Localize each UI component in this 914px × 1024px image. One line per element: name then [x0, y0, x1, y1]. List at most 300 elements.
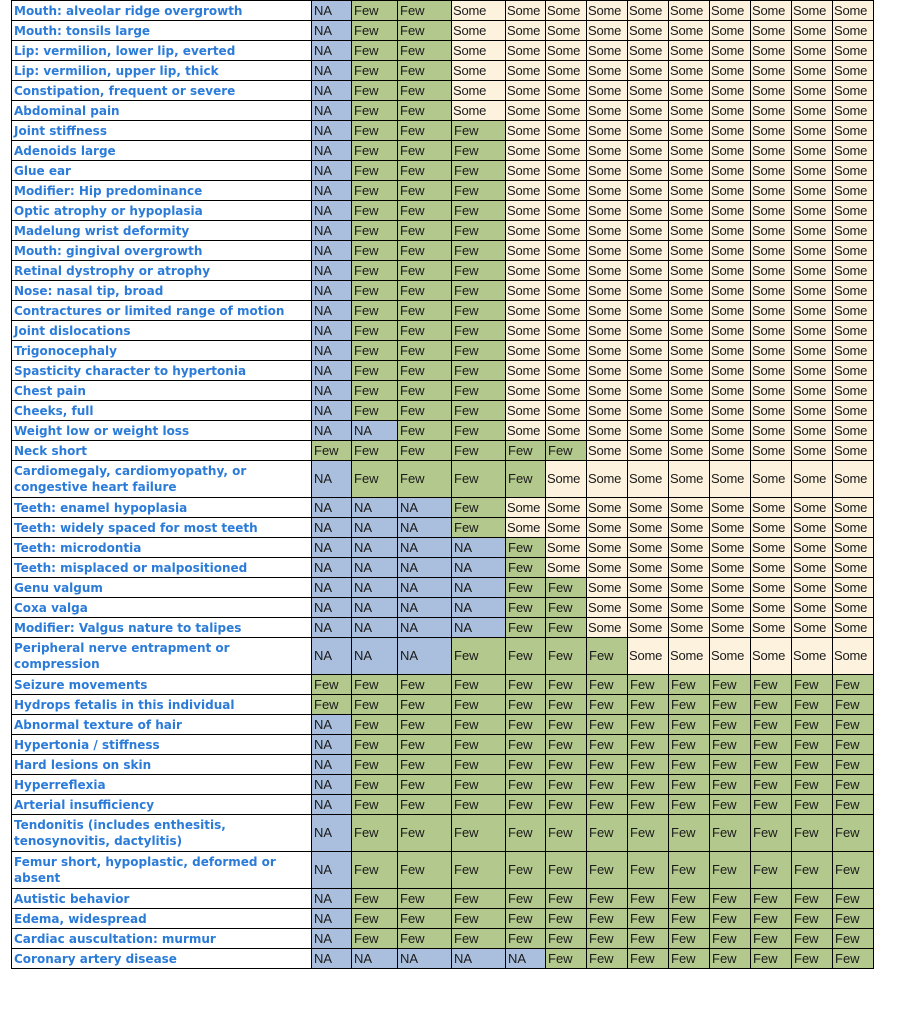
frequency-cell: Some [710, 141, 751, 161]
frequency-cell: NA [452, 949, 506, 969]
row-label[interactable]: Femur short, hypoplastic, deformed or absent [12, 852, 312, 889]
row-label[interactable]: Trigonocephaly [12, 341, 312, 361]
frequency-cell: Some [751, 1, 792, 21]
frequency-cell: NA [398, 618, 452, 638]
row-label[interactable]: Lip: vermilion, lower lip, everted [12, 41, 312, 61]
row-label[interactable]: Teeth: microdontia [12, 538, 312, 558]
row-label[interactable]: Weight low or weight loss [12, 421, 312, 441]
frequency-cell: Few [506, 441, 546, 461]
frequency-cell: NA [312, 341, 352, 361]
frequency-cell: Some [710, 181, 751, 201]
frequency-cell: Few [710, 715, 751, 735]
frequency-cell: Few [710, 909, 751, 929]
frequency-cell: Few [751, 815, 792, 852]
frequency-cell: Few [398, 321, 452, 341]
frequency-cell: Some [833, 618, 874, 638]
table-row [12, 21, 874, 41]
frequency-cell: Some [833, 61, 874, 81]
frequency-cell: Some [506, 301, 546, 321]
row-label[interactable]: Hyperreflexia [12, 775, 312, 795]
table-row [12, 101, 874, 121]
frequency-cell: Some [710, 341, 751, 361]
frequency-cell: Some [669, 558, 710, 578]
frequency-cell: Some [669, 401, 710, 421]
frequency-cell: Few [506, 461, 546, 498]
frequency-cell: Few [398, 929, 452, 949]
frequency-cell: Some [587, 161, 628, 181]
frequency-cell: Few [669, 909, 710, 929]
frequency-cell: Few [792, 909, 833, 929]
frequency-cell: Few [751, 755, 792, 775]
row-label[interactable]: Hypertonia / stiffness [12, 735, 312, 755]
frequency-cell: Some [792, 518, 833, 538]
frequency-cell: Some [587, 461, 628, 498]
frequency-cell: Some [833, 361, 874, 381]
frequency-cell: Some [628, 321, 669, 341]
table-row [12, 221, 874, 241]
table-row [12, 41, 874, 61]
frequency-cell: Few [506, 852, 546, 889]
frequency-cell: Some [587, 301, 628, 321]
frequency-cell: Some [587, 538, 628, 558]
row-label[interactable]: Peripheral nerve entrapment or compression [12, 638, 312, 675]
row-label[interactable]: Neck short [12, 441, 312, 461]
frequency-cell: Few [710, 852, 751, 889]
frequency-cell: Some [669, 1, 710, 21]
frequency-cell: Some [669, 121, 710, 141]
frequency-cell: Some [833, 121, 874, 141]
frequency-cell: Few [352, 775, 398, 795]
frequency-cell: NA [452, 538, 506, 558]
table-row [12, 815, 874, 852]
frequency-cell: Few [628, 852, 669, 889]
table-row [12, 518, 874, 538]
frequency-cell: Few [352, 101, 398, 121]
frequency-cell: Few [452, 221, 506, 241]
row-label[interactable]: Mouth: tonsils large [12, 21, 312, 41]
frequency-cell: Some [751, 121, 792, 141]
frequency-cell: Some [546, 181, 587, 201]
frequency-cell: Few [352, 281, 398, 301]
frequency-cell: Few [352, 321, 398, 341]
frequency-cell: Few [352, 675, 398, 695]
row-label[interactable]: Joint stiffness [12, 121, 312, 141]
frequency-cell: Few [398, 675, 452, 695]
frequency-cell: Some [669, 341, 710, 361]
row-label[interactable]: Optic atrophy or hypoplasia [12, 201, 312, 221]
frequency-cell: Some [628, 538, 669, 558]
frequency-cell: Some [506, 361, 546, 381]
frequency-cell: Some [669, 598, 710, 618]
frequency-cell: Few [628, 695, 669, 715]
frequency-cell: Some [506, 241, 546, 261]
frequency-cell: Some [833, 301, 874, 321]
frequency-cell: Some [792, 281, 833, 301]
frequency-cell: Some [833, 638, 874, 675]
frequency-cell: Few [792, 815, 833, 852]
table-row [12, 161, 874, 181]
row-label[interactable]: Coxa valga [12, 598, 312, 618]
row-label[interactable]: Cheeks, full [12, 401, 312, 421]
frequency-cell: Few [352, 909, 398, 929]
table-row [12, 755, 874, 775]
frequency-cell: NA [312, 261, 352, 281]
frequency-cell: Few [452, 715, 506, 735]
frequency-cell: Some [751, 461, 792, 498]
row-label[interactable]: Abdominal pain [12, 101, 312, 121]
row-label[interactable]: Seizure movements [12, 675, 312, 695]
frequency-cell: Some [710, 638, 751, 675]
frequency-cell: Some [628, 201, 669, 221]
frequency-cell: Some [710, 321, 751, 341]
frequency-cell: NA [312, 775, 352, 795]
frequency-cell: Some [751, 321, 792, 341]
frequency-cell: NA [312, 815, 352, 852]
table-row [12, 181, 874, 201]
frequency-cell: Some [751, 558, 792, 578]
row-label[interactable]: Chest pain [12, 381, 312, 401]
frequency-cell: Some [452, 21, 506, 41]
frequency-cell: Few [352, 361, 398, 381]
frequency-cell: Some [669, 538, 710, 558]
row-label[interactable]: Genu valgum [12, 578, 312, 598]
frequency-cell: Few [506, 695, 546, 715]
frequency-cell: Few [710, 735, 751, 755]
frequency-cell: Few [452, 795, 506, 815]
frequency-cell: Some [751, 41, 792, 61]
frequency-cell: Some [669, 181, 710, 201]
frequency-cell: NA [312, 201, 352, 221]
frequency-cell: NA [312, 101, 352, 121]
frequency-cell: Some [792, 61, 833, 81]
table-row [12, 949, 874, 969]
frequency-cell: Few [628, 775, 669, 795]
frequency-cell: Few [312, 675, 352, 695]
frequency-cell: Some [587, 261, 628, 281]
frequency-cell: Some [506, 421, 546, 441]
frequency-cell: Some [587, 518, 628, 538]
frequency-cell: NA [352, 949, 398, 969]
frequency-cell: Some [587, 321, 628, 341]
table-row [12, 321, 874, 341]
row-label[interactable]: Mouth: alveolar ridge overgrowth [12, 1, 312, 21]
frequency-cell: Some [587, 558, 628, 578]
frequency-cell: Few [352, 141, 398, 161]
frequency-cell: Some [628, 161, 669, 181]
frequency-cell: Some [833, 81, 874, 101]
frequency-cell: NA [352, 638, 398, 675]
frequency-cell: Few [398, 181, 452, 201]
frequency-cell: Few [398, 81, 452, 101]
frequency-cell: NA [312, 578, 352, 598]
row-label[interactable]: Joint dislocations [12, 321, 312, 341]
frequency-cell: NA [312, 81, 352, 101]
row-label[interactable]: Coronary artery disease [12, 949, 312, 969]
frequency-cell: NA [312, 852, 352, 889]
frequency-cell: Some [710, 281, 751, 301]
frequency-cell: Few [792, 949, 833, 969]
frequency-cell: Some [792, 101, 833, 121]
frequency-cell: Some [546, 301, 587, 321]
frequency-cell: Few [398, 695, 452, 715]
frequency-cell: Some [751, 201, 792, 221]
frequency-cell: Some [751, 181, 792, 201]
frequency-cell: Some [546, 61, 587, 81]
frequency-cell: Some [792, 201, 833, 221]
frequency-cell: Some [710, 81, 751, 101]
frequency-cell: Some [792, 161, 833, 181]
frequency-cell: Few [352, 795, 398, 815]
table-row [12, 929, 874, 949]
frequency-cell: Some [669, 141, 710, 161]
frequency-cell: Few [833, 715, 874, 735]
frequency-cell: Few [751, 675, 792, 695]
frequency-cell: Few [546, 795, 587, 815]
table-body [12, 1, 874, 969]
frequency-cell: Some [751, 161, 792, 181]
frequency-cell: Few [352, 201, 398, 221]
frequency-cell: Few [506, 675, 546, 695]
frequency-cell: Some [628, 598, 669, 618]
frequency-cell: NA [398, 558, 452, 578]
row-label[interactable]: Abnormal texture of hair [12, 715, 312, 735]
frequency-cell: Some [751, 578, 792, 598]
frequency-cell: Few [628, 795, 669, 815]
frequency-cell: Some [546, 381, 587, 401]
frequency-cell: Few [833, 929, 874, 949]
row-label[interactable]: Autistic behavior [12, 889, 312, 909]
row-label[interactable]: Hydrops fetalis in this individual [12, 695, 312, 715]
table-row [12, 558, 874, 578]
frequency-cell: Some [751, 498, 792, 518]
frequency-cell: Some [710, 41, 751, 61]
frequency-cell: Few [452, 461, 506, 498]
frequency-cell: Some [506, 161, 546, 181]
frequency-cell: Few [352, 1, 398, 21]
frequency-cell: Few [506, 815, 546, 852]
frequency-cell: NA [398, 598, 452, 618]
frequency-cell: Few [587, 735, 628, 755]
frequency-cell: Some [669, 101, 710, 121]
frequency-cell: Few [546, 929, 587, 949]
frequency-cell: Few [546, 675, 587, 695]
frequency-cell: Some [833, 141, 874, 161]
frequency-cell: Few [398, 381, 452, 401]
frequency-cell: Some [506, 81, 546, 101]
frequency-cell: Few [452, 201, 506, 221]
frequency-cell: NA [312, 61, 352, 81]
frequency-cell: Few [506, 558, 546, 578]
table-row [12, 261, 874, 281]
frequency-cell: Some [546, 121, 587, 141]
frequency-cell: Some [546, 81, 587, 101]
frequency-cell: NA [452, 598, 506, 618]
row-label[interactable]: Spasticity character to hypertonia [12, 361, 312, 381]
frequency-cell: Some [833, 281, 874, 301]
frequency-cell: Some [833, 221, 874, 241]
frequency-cell: Few [398, 341, 452, 361]
frequency-cell: Some [628, 618, 669, 638]
frequency-cell: Some [587, 361, 628, 381]
row-label[interactable]: Lip: vermilion, upper lip, thick [12, 61, 312, 81]
frequency-cell: Some [506, 518, 546, 538]
frequency-cell: Some [710, 361, 751, 381]
frequency-cell: NA [312, 321, 352, 341]
row-label[interactable]: Madelung wrist deformity [12, 221, 312, 241]
row-label[interactable]: Cardiac auscultation: murmur [12, 929, 312, 949]
frequency-cell: Some [792, 81, 833, 101]
frequency-cell: Some [833, 101, 874, 121]
frequency-cell: Some [833, 241, 874, 261]
frequency-cell: Few [352, 889, 398, 909]
frequency-cell: Some [587, 401, 628, 421]
row-label[interactable]: Hard lesions on skin [12, 755, 312, 775]
frequency-cell: Some [628, 638, 669, 675]
frequency-cell: Some [587, 1, 628, 21]
frequency-cell: Few [587, 795, 628, 815]
frequency-cell: Some [546, 201, 587, 221]
frequency-cell: NA [312, 949, 352, 969]
frequency-cell: Few [452, 121, 506, 141]
frequency-cell: Few [669, 715, 710, 735]
frequency-cell: Few [398, 281, 452, 301]
frequency-cell: Few [833, 815, 874, 852]
frequency-cell: Few [452, 281, 506, 301]
frequency-cell: Few [669, 675, 710, 695]
frequency-cell: Few [398, 161, 452, 181]
frequency-cell: Some [546, 558, 587, 578]
row-label[interactable]: Modifier: Hip predominance [12, 181, 312, 201]
row-label[interactable]: Retinal dystrophy or atrophy [12, 261, 312, 281]
frequency-cell: Some [628, 121, 669, 141]
frequency-cell: NA [452, 578, 506, 598]
frequency-cell: Few [833, 675, 874, 695]
row-label[interactable]: Teeth: widely spaced for most teeth [12, 518, 312, 538]
row-label[interactable]: Cardiomegaly, cardiomyopathy, or congestive heart failure [12, 461, 312, 498]
frequency-cell: Some [506, 21, 546, 41]
frequency-cell: Some [710, 21, 751, 41]
frequency-cell: Some [751, 281, 792, 301]
frequency-cell: Some [751, 341, 792, 361]
table-row [12, 281, 874, 301]
table-row [12, 241, 874, 261]
frequency-cell: Few [792, 929, 833, 949]
row-label[interactable]: Glue ear [12, 161, 312, 181]
row-label[interactable]: Contractures or limited range of motion [12, 301, 312, 321]
row-label[interactable]: Tendonitis (includes enthesitis, tenosynovitis, dactylitis) [12, 815, 312, 852]
table-row [12, 461, 874, 498]
frequency-cell: NA [398, 538, 452, 558]
frequency-cell: Some [792, 261, 833, 281]
frequency-cell: Some [587, 421, 628, 441]
frequency-cell: NA [312, 715, 352, 735]
frequency-cell: Few [587, 638, 628, 675]
frequency-cell: Some [587, 61, 628, 81]
frequency-cell: Few [792, 735, 833, 755]
row-label[interactable]: Arterial insufficiency [12, 795, 312, 815]
frequency-cell: Few [352, 21, 398, 41]
frequency-cell: Some [669, 578, 710, 598]
table-row [12, 141, 874, 161]
frequency-cell: Few [751, 795, 792, 815]
frequency-cell: NA [398, 949, 452, 969]
frequency-cell: NA [312, 181, 352, 201]
row-label[interactable]: Constipation, frequent or severe [12, 81, 312, 101]
row-label[interactable]: Edema, widespread [12, 909, 312, 929]
frequency-cell: Some [587, 101, 628, 121]
row-label[interactable]: Teeth: misplaced or malpositioned [12, 558, 312, 578]
frequency-cell: Some [452, 61, 506, 81]
frequency-cell: NA [312, 498, 352, 518]
frequency-cell: Some [452, 41, 506, 61]
table-row [12, 889, 874, 909]
frequency-cell: NA [312, 21, 352, 41]
frequency-cell: Some [506, 381, 546, 401]
frequency-cell: Few [506, 618, 546, 638]
frequency-cell: Some [833, 538, 874, 558]
frequency-cell: Some [669, 498, 710, 518]
frequency-cell: Few [452, 638, 506, 675]
frequency-cell: Some [792, 401, 833, 421]
frequency-cell: NA [312, 221, 352, 241]
frequency-cell: Few [452, 341, 506, 361]
frequency-cell: Few [352, 161, 398, 181]
frequency-cell: Some [792, 321, 833, 341]
row-label[interactable]: Adenoids large [12, 141, 312, 161]
row-label[interactable]: Modifier: Valgus nature to talipes [12, 618, 312, 638]
frequency-cell: Few [833, 695, 874, 715]
frequency-cell: NA [352, 598, 398, 618]
frequency-cell: Some [506, 321, 546, 341]
frequency-cell: Few [628, 929, 669, 949]
frequency-cell: Some [628, 301, 669, 321]
frequency-cell: Few [792, 675, 833, 695]
row-label[interactable]: Teeth: enamel hypoplasia [12, 498, 312, 518]
frequency-cell: Some [506, 341, 546, 361]
frequency-cell: Some [710, 461, 751, 498]
frequency-cell: Some [546, 161, 587, 181]
row-label[interactable]: Nose: nasal tip, broad [12, 281, 312, 301]
frequency-cell: Few [792, 715, 833, 735]
frequency-cell: Few [506, 889, 546, 909]
frequency-cell: Some [587, 241, 628, 261]
frequency-cell: Some [506, 121, 546, 141]
frequency-cell: Few [452, 695, 506, 715]
frequency-cell: Some [546, 341, 587, 361]
frequency-cell: Some [792, 141, 833, 161]
frequency-cell: Some [833, 441, 874, 461]
frequency-cell: Few [546, 815, 587, 852]
frequency-cell: Few [628, 909, 669, 929]
frequency-cell: NA [312, 281, 352, 301]
frequency-cell: Few [398, 41, 452, 61]
frequency-cell: Few [352, 929, 398, 949]
frequency-cell: Some [833, 598, 874, 618]
frequency-cell: Some [833, 21, 874, 41]
frequency-cell: Few [751, 775, 792, 795]
frequency-cell: Some [546, 518, 587, 538]
frequency-cell: Few [452, 361, 506, 381]
frequency-cell: NA [398, 578, 452, 598]
frequency-cell: Few [452, 321, 506, 341]
frequency-cell: Some [546, 498, 587, 518]
frequency-cell: Few [710, 949, 751, 969]
frequency-cell: Some [710, 1, 751, 21]
frequency-cell: Some [506, 261, 546, 281]
frequency-cell: Some [710, 381, 751, 401]
frequency-cell: Few [628, 815, 669, 852]
row-label[interactable]: Mouth: gingival overgrowth [12, 241, 312, 261]
